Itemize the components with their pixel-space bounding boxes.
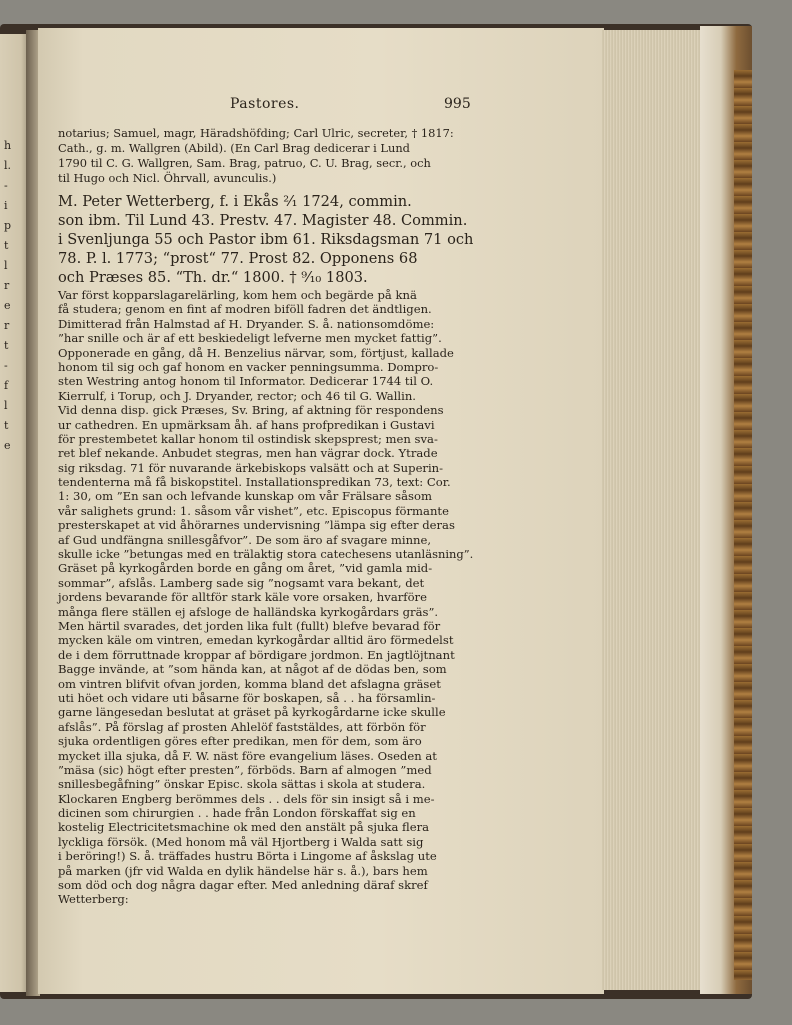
body-line: uti höet och vidare uti båsarne för boskapen, så . . ha församlin- [58, 690, 436, 705]
footnote-line: Cath., g. m. Wallgren (Abild). (En Carl Brag dedicerar i Lund [58, 141, 410, 155]
entry-line: och Præses 85. “Th. dr.“ 1800. † ⁹⁄₁₀ 1803. [58, 269, 368, 286]
body-line: lyckliga försök. (Med honom må väl Hjortberg i Walda satt sig [58, 834, 424, 849]
entry-line: son ibm. Til Lund 43. Prestv. 47. Magister 48. Commin. [58, 212, 468, 229]
entry-line: 78. P. l. 1773; “prost“ 77. Prost 82. Opponens 68 [58, 250, 418, 267]
body-line: kostelig Electricitetsmachine ok med den anstält på sjuka flera [58, 820, 430, 835]
footnote-line: notarius; Samuel, magr, Häradshöfding; Carl Ulric, secreter, † 1817: [58, 126, 454, 140]
body-line: ”har snille och är af ett beskiedeligt lefverne men mycket fattig”. [58, 331, 442, 346]
entry-line: i Svenljunga 55 och Pastor ibm 61. Riksdagsman 71 och [58, 231, 474, 248]
body-line: honom til sig och gaf honom en vacker penningsumma. Dompro- [58, 359, 439, 374]
left-margin-fragment: - [4, 359, 8, 372]
biography-entry-header [58, 192, 473, 287]
left-margin-fragment: - [4, 179, 8, 192]
body-line: ret blef nekande. Anbudet stegras, men han vägrar dock. Ytrade [58, 446, 438, 461]
body-line: Kierrulf, i Torup, och J. Dryander, rector; och 46 til G. Wallin. [58, 388, 416, 403]
body-line: som död och dog några dagar efter. Med anledning däraf skref [58, 878, 428, 893]
body-line: i beröring!) S. å. träffades hustru Börta i Lingome af åskslag ute [58, 849, 437, 864]
left-margin-fragment: t [4, 339, 9, 352]
body-line: sig riksdag. 71 för nuvarande ärkebiskops valsätt och at Superin- [58, 460, 444, 475]
body-line: om vintren blifvit ofvan jorden, komma bland det afslagna gräset [58, 676, 441, 691]
entry-line: M. Peter Wetterberg, f. i Ekås ²⁄₁ 1724, commin. [58, 193, 412, 210]
body-line: af Gud undfängna snillesgåfvor”. De som äro af svagare minne, [58, 532, 432, 547]
body-line: snillesbegåfning” önskar Episc. skola sättas i skola at studera. [58, 777, 426, 792]
body-line: afslås”. På förslag af prosten Ahlelöf faststäldes, att förbön för [58, 719, 426, 734]
body-line: garne längesedan beslutat at gräset på kyrkogårdarne icke skulle [58, 705, 446, 720]
body-line: mycket illa sjuka, då F. W. näst före evangelium läses. Oseden at [58, 748, 437, 763]
footnote-line: til Hugo och Nicl. Öhrvall, avunculis.) [58, 171, 277, 185]
left-margin-fragment: h [4, 139, 12, 152]
body-line: på marken (jfr vid Walda en dylik händelse här s. å.), bars hem [58, 863, 428, 878]
left-margin-fragment: t [4, 239, 9, 252]
body-line: sjuka ordentligen göres efter predikan, men för dem, som äro [58, 734, 422, 749]
body-line: sten Westring antog honom til Informator. Dedicerar 1744 til O. [58, 374, 434, 389]
body-line: vår salighets grund: 1. såsom vår vishet”, etc. Episcopus förmante [58, 503, 449, 518]
body-line: för prestembetet kallar honom til ostindisk skepsprest; men sva- [58, 431, 438, 446]
left-margin-fragment: l. [4, 159, 12, 172]
body-line: tendenterna må få biskopstitel. Installationspredikan 73, text: Cor. [58, 475, 451, 490]
body-line: Var först kopparslagarelärling, kom hem och begärde på knä [58, 288, 417, 302]
body-line: skulle icke ”betungas med en trälaktig stora catechesens utanläsning”. [58, 547, 474, 562]
body-line: många flere ställen ej afsloge de halländska kyrkogårdars gräs”. [58, 604, 439, 619]
left-margin-fragment: l [4, 399, 8, 412]
footnote-block [58, 126, 473, 186]
body-line: presterskapet at vid åhörarnes undervisning ”lämpa sig efter deras [58, 518, 455, 533]
body-line: de i dem förruttnade kroppar af bördigare jordmon. En jagtlöjtnant [58, 647, 455, 662]
body-line: Men härtil svarades, det jorden lika fult (fullt) blefve bevarad för [58, 618, 441, 633]
page-number: 995 [444, 96, 471, 112]
left-margin-fragment: f [4, 379, 9, 392]
left-margin-fragment: t [4, 419, 9, 432]
footnote-line: 1790 til C. G. Wallgren, Sam. Brag, patruo, C. U. Brag, secr., och [58, 156, 431, 170]
left-margin-fragment: e [4, 299, 11, 312]
body-line: mycken käle om vintren, emedan kyrkogårdar alltid äro förmedelst [58, 633, 454, 648]
left-margin-fragment: l [4, 259, 8, 272]
left-margin-fragment: r [4, 279, 10, 292]
body-line: Vid denna disp. gick Præses, Sv. Bring, af aktning för respondens [58, 403, 444, 418]
left-margin-fragment: r [4, 319, 10, 332]
left-margin-fragment: p [4, 219, 12, 232]
body-line: Opponerade en gång, då H. Benzelius närvar, som, förtjust, kallade [58, 345, 454, 360]
body-line: få studera; genom en fint af modren biföll fadren det ändtligen. [58, 302, 432, 317]
body-line: ”mäsa (sic) högt efter presten”, förböds. Barn af almogen ”med [58, 762, 432, 777]
body-line: sommar”, afslås. Lamberg sade sig ”nogsamt vara bekant, det [58, 575, 425, 590]
page-stack-edge [602, 30, 712, 990]
body-line: jordens bevarande för alltför stark käle vore orsaken, hvarföre [58, 590, 427, 605]
left-margin-fragment: i [4, 199, 8, 212]
biography-body-text [58, 288, 473, 907]
body-line: Klockaren Engberg berömmes dels . . dels för sin insigt så i me- [58, 791, 435, 806]
body-line: dicinen som chirurgien . . hade från London förskaffat sig en [58, 806, 416, 821]
body-line: Wetterberg: [58, 892, 129, 907]
left-margin-fragment: e [4, 439, 11, 452]
body-line: ur cathedren. En upmärksam åh. af hans profpredikan i Gustavi [58, 417, 435, 432]
body-line: 1: 30, om ”En san och lefvande kunskap om vår Frälsare såsom [58, 489, 432, 504]
running-head: Pastores. [230, 96, 300, 112]
body-line: Dimitterad från Halmstad af H. Dryander. S. å. nationsomdöme: [58, 316, 435, 331]
body-line: Gräset på kyrkogården borde en gång om året, ”vid gamla mid- [58, 561, 433, 576]
body-line: Bagge invände, at ”som hända kan, at något af de dödas ben, som [58, 662, 447, 677]
marbled-spine [734, 70, 752, 980]
